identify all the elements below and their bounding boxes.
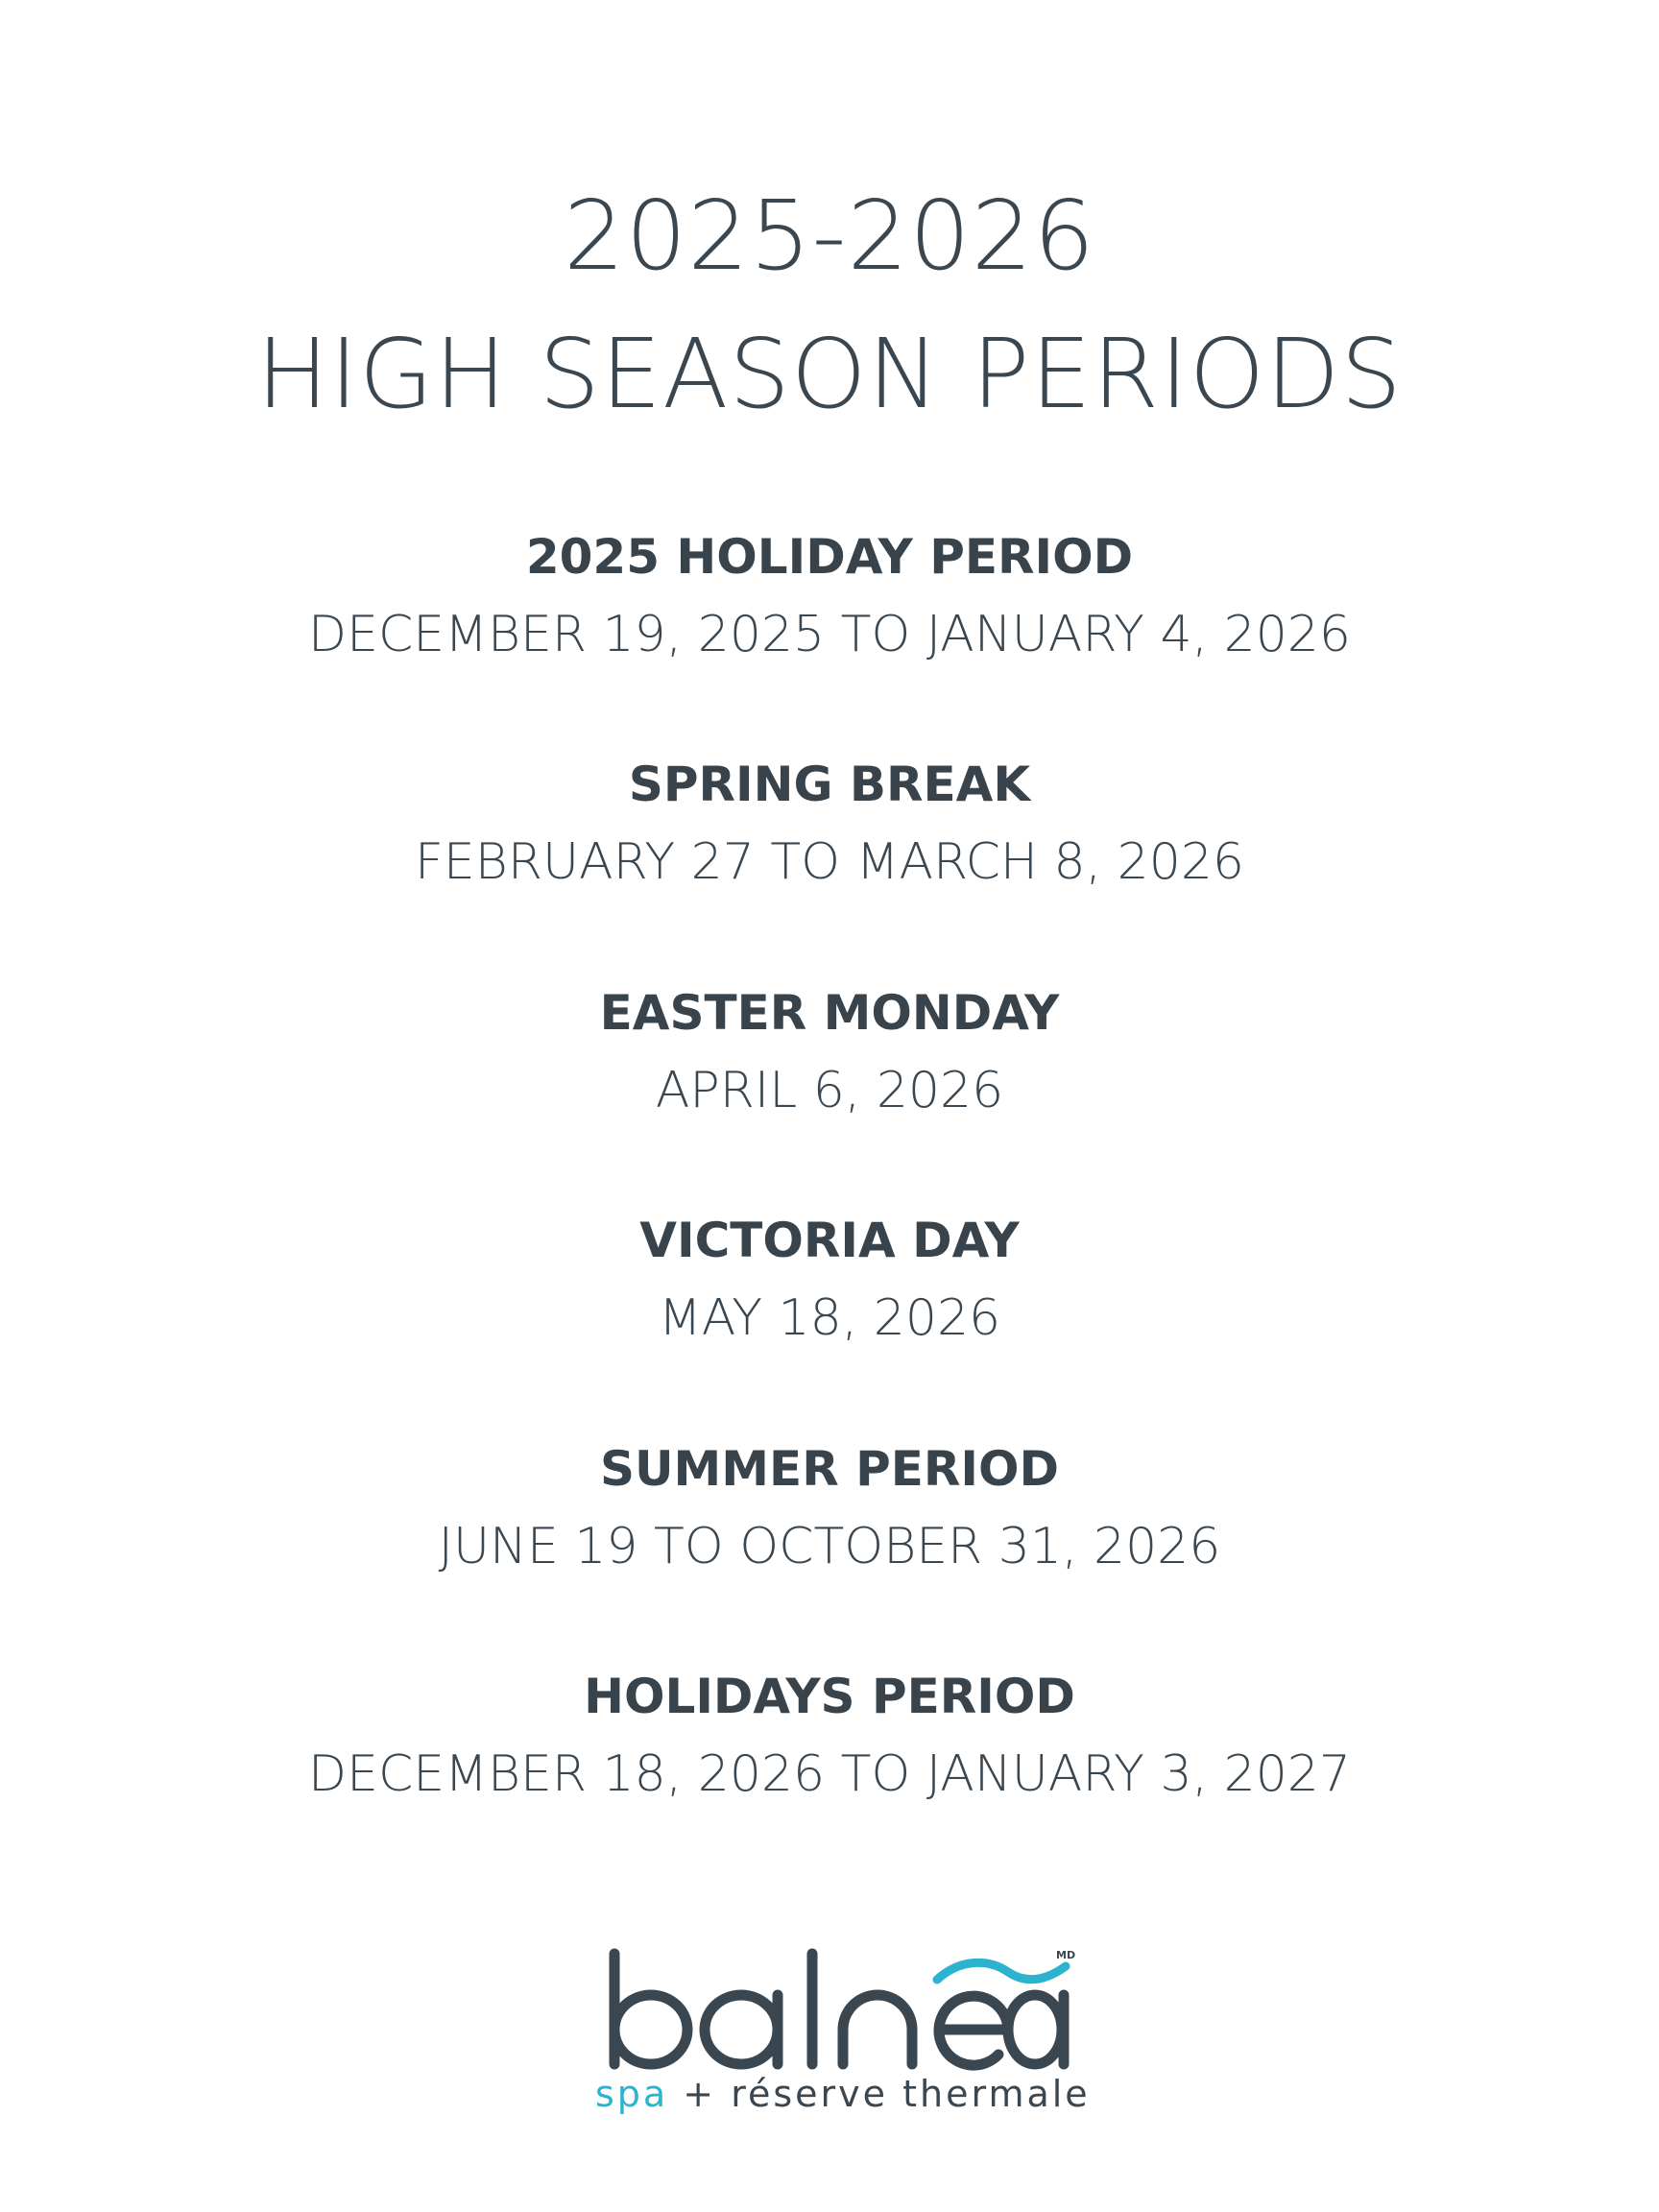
period-holidays bbox=[0, 1669, 1659, 1803]
period-name: SPRING BREAK bbox=[628, 757, 1031, 812]
period-name: 2025 HOLIDAY PERIOD bbox=[525, 529, 1134, 585]
tagline-rest: + réserve thermale bbox=[668, 2073, 1091, 2115]
period-victoria-day bbox=[0, 1213, 1659, 1347]
period-easter-monday bbox=[0, 985, 1659, 1119]
period-dates: DECEMBER 18, 2026 TO JANUARY 3, 2027 bbox=[308, 1745, 1351, 1803]
trademark-label: MD bbox=[1056, 1949, 1075, 1961]
logo-tagline bbox=[595, 2073, 1091, 2115]
period-2025-holiday bbox=[0, 529, 1659, 663]
title-high-season: HIGH SEASON PERIODS bbox=[256, 318, 1403, 430]
period-name: HOLIDAYS PERIOD bbox=[584, 1669, 1075, 1724]
period-dates: APRIL 6, 2026 bbox=[655, 1062, 1004, 1119]
balnea-logo bbox=[595, 1930, 1091, 2122]
period-spring-break bbox=[0, 757, 1659, 891]
period-name: EASTER MONDAY bbox=[599, 985, 1060, 1041]
period-dates: DECEMBER 19, 2025 TO JANUARY 4, 2026 bbox=[308, 606, 1351, 663]
period-dates: FEBRUARY 27 TO MARCH 8, 2026 bbox=[415, 833, 1244, 891]
period-dates: MAY 18, 2026 bbox=[658, 1289, 1001, 1347]
title-year-range: 2025-2026 bbox=[563, 180, 1096, 292]
balnea-wordmark-logo bbox=[595, 1930, 1075, 2074]
period-name: SUMMER PERIOD bbox=[599, 1441, 1060, 1497]
period-dates: JUNE 19 TO OCTOBER 31, 2026 bbox=[438, 1518, 1221, 1575]
period-name: VICTORIA DAY bbox=[639, 1213, 1020, 1268]
tagline-spa: spa bbox=[595, 2073, 669, 2115]
period-summer bbox=[0, 1441, 1659, 1575]
